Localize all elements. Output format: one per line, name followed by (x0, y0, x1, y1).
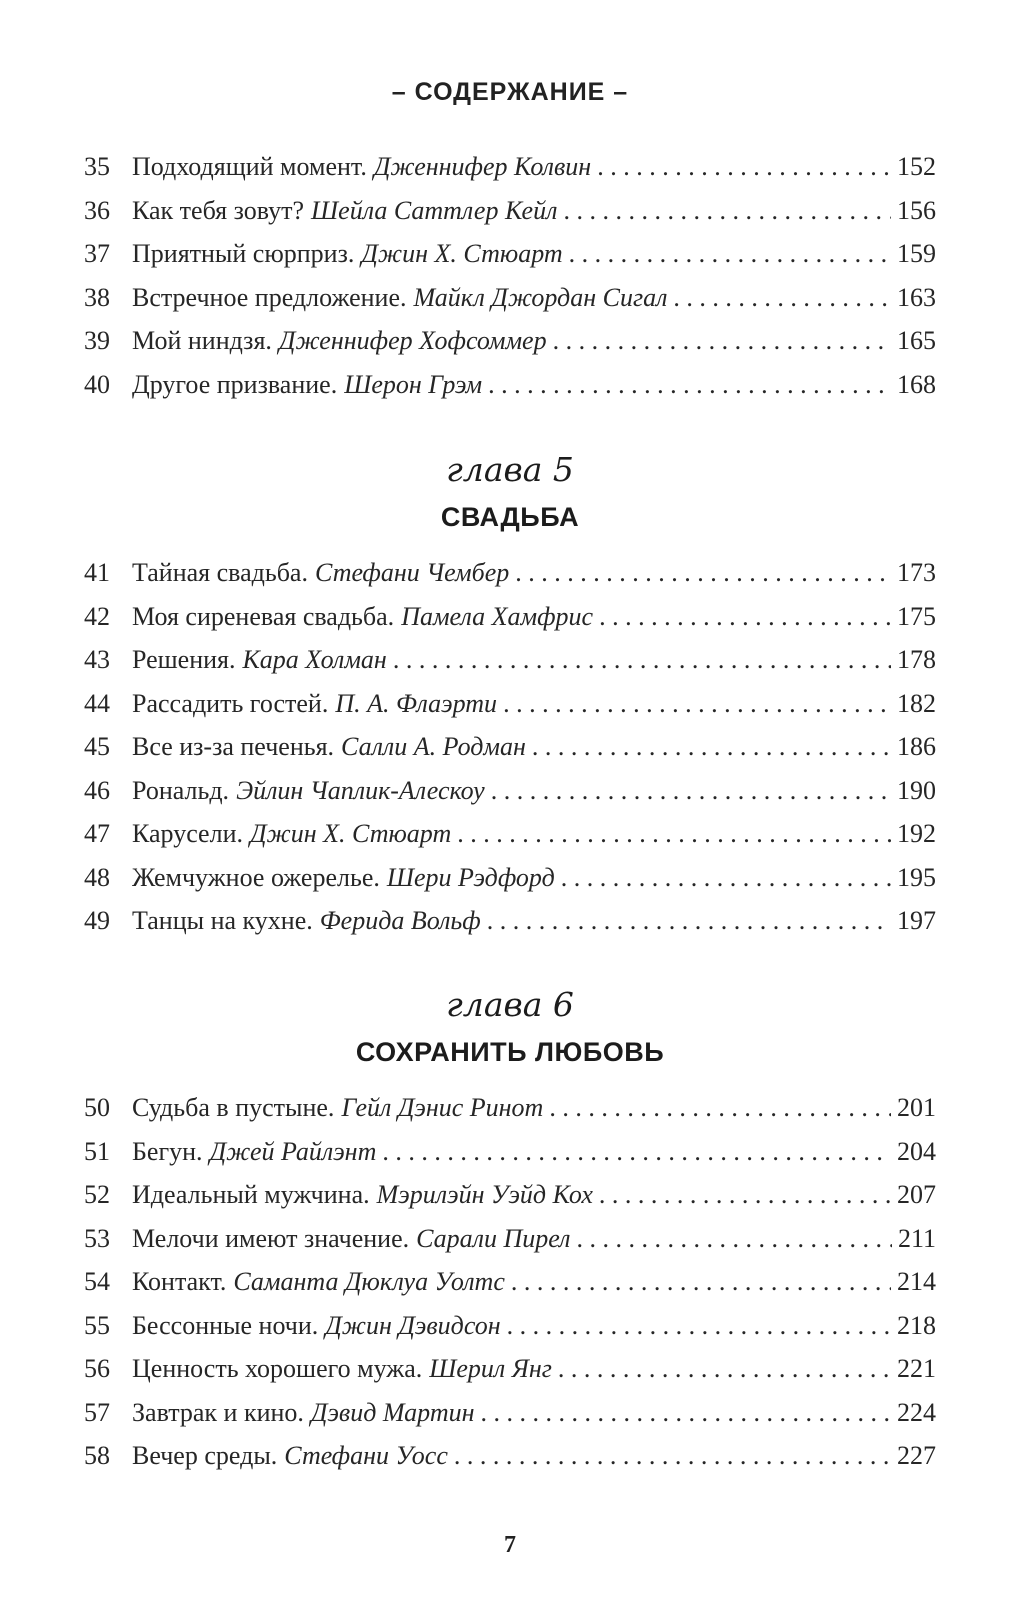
entry-author: Ферида Вольф (319, 906, 481, 935)
dot-leader (481, 1398, 892, 1428)
entry-author: Джей Райлэнт (209, 1136, 377, 1166)
dot-leader (507, 1311, 891, 1341)
entry-title: Тайная свадьба. (132, 558, 308, 587)
entry-author: Сарали Пирел (416, 1223, 571, 1253)
toc-list (84, 558, 936, 950)
entry-page-number: 214 (897, 1267, 936, 1296)
entry-number: 48 (84, 862, 110, 892)
entry-page-number: 197 (897, 906, 936, 935)
entry-author: Джин Х. Стюарт (249, 819, 452, 848)
entry-author: Шерон Грэм (344, 369, 483, 399)
entry-author: Джин Дэвидсон (325, 1310, 501, 1340)
entry-title: Идеальный мужчина. (132, 1180, 370, 1209)
entry-number: 53 (84, 1223, 110, 1253)
entry-author: Памела Хамфрис (401, 601, 594, 631)
toc-entry (84, 1354, 936, 1398)
entry-title: Жемчужное ожерелье. (132, 862, 380, 892)
dot-leader (563, 196, 891, 226)
dot-leader (553, 326, 891, 356)
toc-entry (84, 602, 936, 646)
toc-entry (84, 863, 936, 907)
toc-entry (84, 370, 936, 414)
entry-title: Контакт. (132, 1267, 227, 1296)
running-head: – СОДЕРЖАНИЕ – (391, 78, 629, 106)
toc-entry (84, 1224, 936, 1268)
entry-number: 54 (84, 1267, 110, 1296)
toc-entry (84, 1180, 936, 1224)
entry-page-number: 204 (897, 1136, 936, 1166)
entry-number: 40 (84, 369, 110, 399)
entry-number: 51 (84, 1136, 110, 1166)
entry-author: П. А. Флаэрти (335, 688, 498, 718)
dot-leader (599, 1180, 891, 1210)
toc-entry (84, 196, 936, 240)
entry-number: 50 (84, 1093, 110, 1122)
entry-title: Вечер среды. (132, 1441, 278, 1470)
dot-leader (488, 370, 891, 400)
toc-page (84, 0, 936, 1600)
entry-number: 49 (84, 906, 110, 935)
entry-title: Рассадить гостей. (132, 688, 329, 718)
entry-title: Ценность хорошего мужа. (132, 1354, 423, 1383)
entry-number: 46 (84, 775, 110, 805)
entry-page-number: 152 (897, 152, 936, 181)
dot-leader (558, 1354, 891, 1384)
entry-page-number: 207 (897, 1180, 936, 1209)
toc-entry (84, 906, 936, 950)
dot-leader (393, 645, 891, 675)
entry-page-number: 195 (897, 862, 936, 892)
entry-number: 45 (84, 732, 110, 761)
entry-number: 39 (84, 326, 110, 355)
chapter-title: СОХРАНИТЬ ЛЮБОВЬ (355, 1037, 665, 1067)
dot-leader (515, 558, 891, 588)
entry-author: Эйлин Чаплик-Алескоу (236, 775, 485, 805)
entry-title: Приятный сюрприз. (132, 239, 355, 268)
entry-title: Подходящий момент. (132, 152, 367, 181)
entry-number: 57 (84, 1397, 110, 1427)
entry-page-number: 173 (897, 558, 936, 587)
entry-title: Мелочи имеют значение. (132, 1223, 410, 1253)
entry-page-number: 227 (897, 1441, 936, 1470)
dot-leader (454, 1441, 891, 1471)
entry-page-number: 211 (897, 1223, 936, 1253)
entry-author: Джин Х. Стюарт (361, 239, 563, 268)
toc-entry (84, 1441, 936, 1485)
dot-leader (561, 863, 891, 893)
entry-author: Шери Рэдфорд (386, 862, 555, 892)
entry-author: Шерил Янг (429, 1354, 552, 1383)
dot-leader (577, 1224, 892, 1254)
entry-author: Майкл Джордан Сигал (413, 282, 668, 312)
entry-author: Шейла Саттлер Кейл (311, 195, 558, 225)
dot-leader (549, 1093, 891, 1123)
entry-number: 36 (84, 195, 110, 225)
entry-number: 47 (84, 819, 110, 848)
toc-entry (84, 283, 936, 327)
entry-title: Карусели. (132, 819, 243, 848)
entry-page-number: 175 (897, 601, 936, 631)
entry-title: Судьба в пустыне. (132, 1093, 335, 1122)
toc-entry (84, 689, 936, 733)
entry-number: 35 (84, 152, 110, 181)
dot-leader (487, 906, 891, 936)
entry-page-number: 201 (897, 1093, 936, 1122)
dot-leader (599, 602, 891, 632)
entry-author: Дженнифер Хофсоммер (278, 326, 547, 355)
toc-entry (84, 819, 936, 863)
entry-title: Решения. (132, 645, 236, 674)
dot-leader (569, 239, 891, 269)
toc-list (84, 152, 936, 413)
entry-author: Кара Холман (242, 645, 387, 674)
toc-entry (84, 558, 936, 602)
dot-leader (597, 152, 891, 182)
entry-page-number: 168 (897, 369, 936, 399)
toc-entry (84, 326, 936, 370)
entry-page-number: 221 (897, 1354, 936, 1383)
dot-leader (673, 283, 891, 313)
dot-leader (503, 689, 891, 719)
dot-leader (491, 776, 891, 806)
entry-title: Танцы на кухне. (132, 906, 313, 935)
entry-number: 55 (84, 1310, 110, 1340)
entry-author: Стефани Уосс (284, 1441, 448, 1470)
entry-title: Завтрак и кино. (132, 1397, 304, 1427)
toc-entry (84, 776, 936, 820)
entry-author: Стефани Чембер (314, 558, 510, 587)
entry-number: 56 (84, 1354, 110, 1383)
toc-list (84, 1093, 936, 1485)
entry-number: 42 (84, 601, 110, 631)
dot-leader (511, 1267, 891, 1297)
toc-entry (84, 1398, 936, 1442)
entry-title: Бегун. (132, 1136, 203, 1166)
entry-page-number: 165 (897, 326, 936, 355)
entry-title: Как тебя зовут? (132, 195, 305, 225)
entry-author: Мэрилэйн Уэйд Кох (376, 1180, 593, 1209)
entry-author: Дэвид Мартин (310, 1397, 475, 1427)
entry-title: Все из-за печенья. (132, 732, 335, 761)
entry-title: Другое призвание. (132, 369, 338, 399)
entry-page-number: 224 (897, 1397, 936, 1427)
entry-title: Моя сиреневая свадьба. (132, 601, 395, 631)
dot-leader (382, 1137, 891, 1167)
entry-title: Бессонные ночи. (132, 1310, 319, 1340)
toc-entry (84, 645, 936, 689)
toc-entry (84, 1267, 936, 1311)
toc-entry (84, 152, 936, 196)
toc-entry (84, 1311, 936, 1355)
entry-page-number: 163 (897, 282, 936, 312)
entry-page-number: 178 (897, 645, 936, 674)
entry-author: Дженнифер Колвин (373, 152, 592, 181)
entry-page-number: 159 (897, 239, 936, 268)
entry-number: 37 (84, 239, 110, 268)
entry-number: 41 (84, 558, 110, 587)
entry-number: 44 (84, 688, 110, 718)
entry-page-number: 218 (897, 1310, 936, 1340)
entry-author: Саманта Дюклуа Уолтс (233, 1267, 505, 1296)
toc-entry (84, 1093, 936, 1137)
entry-number: 43 (84, 645, 110, 674)
entry-author: Салли А. Родман (341, 732, 526, 761)
entry-page-number: 186 (897, 732, 936, 761)
entry-number: 38 (84, 282, 110, 312)
toc-entry (84, 732, 936, 776)
dot-leader (457, 819, 891, 849)
entry-title: Встречное предложение. (132, 282, 407, 312)
toc-entry (84, 1137, 936, 1181)
entry-author: Гейл Дэнис Ринот (341, 1093, 544, 1122)
chapter-label: глава 6 (446, 985, 574, 1024)
toc-entry (84, 239, 936, 283)
entry-page-number: 190 (897, 775, 936, 805)
entry-title: Мой ниндзя. (132, 326, 272, 355)
entry-number: 52 (84, 1180, 110, 1209)
chapter-title: СВАДЬБА (440, 502, 580, 532)
entry-page-number: 192 (897, 819, 936, 848)
entry-number: 58 (84, 1441, 110, 1470)
page-number: 7 (504, 1532, 516, 1558)
entry-title: Рональд. (132, 775, 230, 805)
entry-page-number: 156 (897, 195, 936, 225)
dot-leader (532, 732, 891, 762)
chapter-label: глава 5 (446, 450, 574, 489)
entry-page-number: 182 (897, 688, 936, 718)
